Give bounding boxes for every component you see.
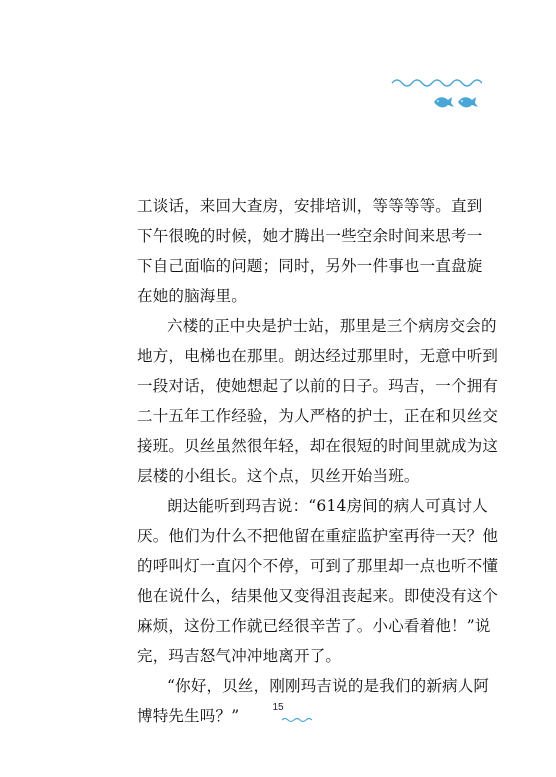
body-text [137,191,499,731]
text-line: 工谈话，来回大查房，安排培训，等等等等。直到 [137,197,483,215]
wave-line-icon [281,716,313,724]
text-line: 接班。贝丝虽然很年轻，却在很短的时间里就成为这 [137,437,499,455]
text-line: 他在说什么，结果他又变得沮丧起来。即使没有这个 [137,587,499,605]
page-number: 15 [272,702,284,713]
bird-icon [458,97,478,107]
text-line: 的呼叫灯一直闪个不停，可到了那里却一点也听不懂 [137,557,499,575]
text-line: 博特先生吗？” [137,707,240,725]
text-line: 麻烦，这份工作就已经很辛苦了。小心看着他！”说 [137,617,491,635]
text-line: 六楼的正中央是护士站，那里是三个病房交会的 [167,317,497,335]
text-line: 层楼的小组长。这个点，贝丝开始当班。 [137,467,420,485]
text-line: 一段对话，使她想起了以前的日子。玛吉，一个拥有 [137,377,499,395]
text-line: “你好，贝丝，刚刚玛吉说的是我们的新病人阿 [167,677,490,695]
text-line: 下午很晚的时候，她才腾出一些空余时间来思考一 [137,227,483,245]
text-line: 二十五年工作经验，为人严格的护士，正在和贝丝交 [137,407,499,425]
text-line: 下自己面临的问题；同时，另外一件事也一直盘旋 [137,257,483,275]
text-line: 朗达能听到玛吉说：“614房间的病人可真讨人 [167,497,488,515]
bird-icon [434,97,454,107]
text-line: 完，玛吉怒气冲冲地离开了。 [137,647,342,665]
text-line: 地方，电梯也在那里。朗达经过那里时，无意中听到 [137,347,499,365]
wave-line-icon [392,80,482,86]
text-line: 在她的脑海里。 [137,287,247,305]
text-line: 厌。他们为什么不把他留在重症监护室再待一天？他 [137,527,499,545]
header-ornament [390,74,482,114]
